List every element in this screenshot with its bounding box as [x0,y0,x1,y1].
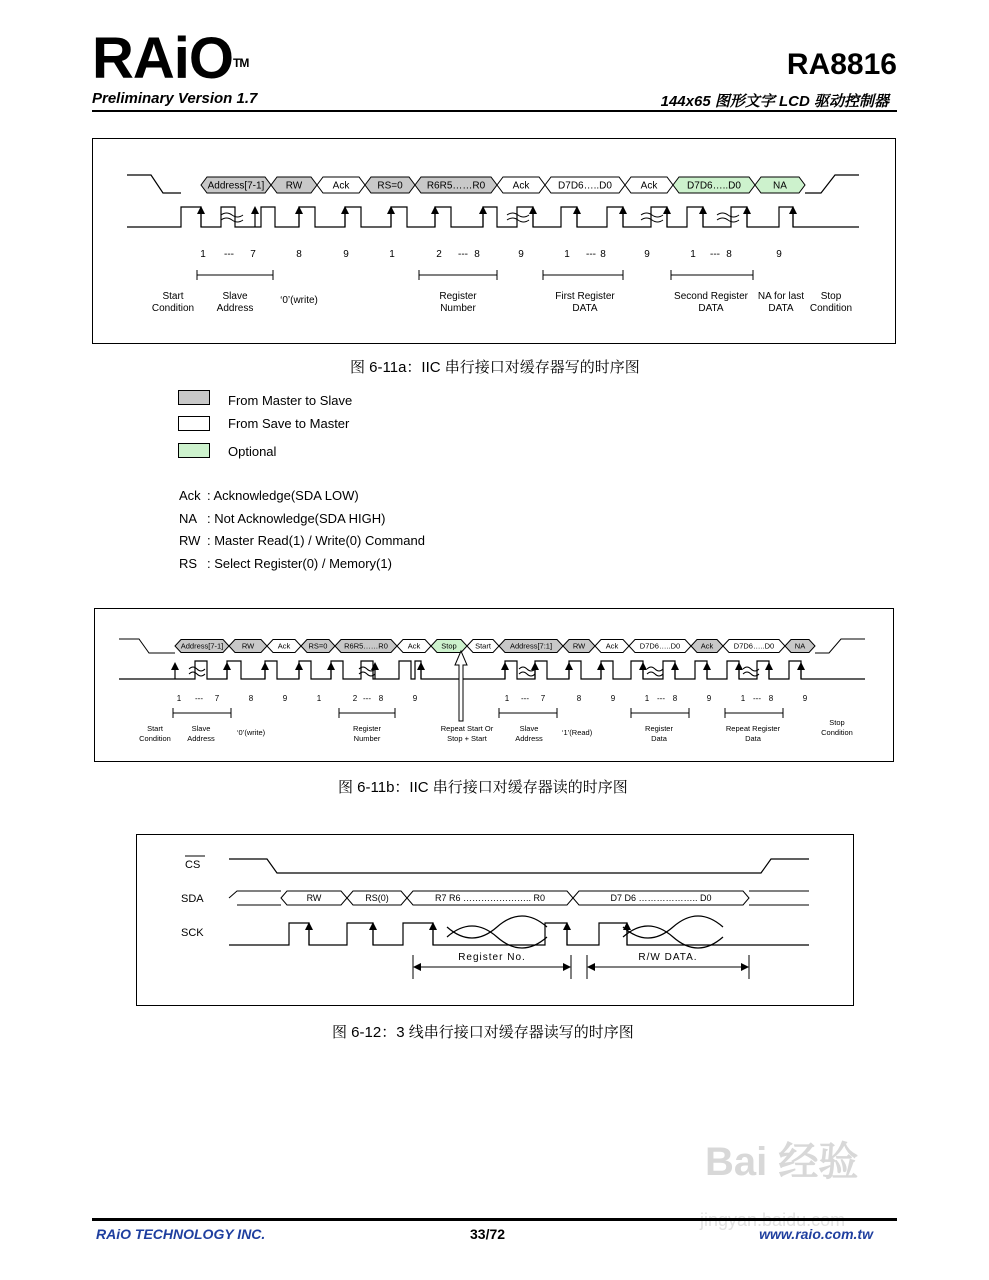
raio-logo [92,26,249,91]
clock-arrow-head [703,662,711,670]
clock-number: --- [458,249,468,260]
header-rule [92,110,897,112]
clock-number: 9 [644,249,650,260]
footer-url: www.raio.com.tw [759,1226,873,1242]
clock-skip-a [717,213,739,217]
label-regdata: Register [645,724,673,733]
sda-idle-end [749,891,809,905]
clock-number: 8 [248,694,254,703]
sda-start-slope [127,175,181,193]
legend-master-swatch [178,390,210,405]
sda-start-slope [119,639,175,653]
clock-skip-a [189,667,205,671]
abbr-key: RS [179,555,198,571]
clock-arrow-head [531,662,539,670]
abbr-key: RW [179,533,201,548]
clock-arrow-head [639,662,647,670]
abbr-row [179,508,425,531]
figure-11b-diagram [95,609,893,761]
clock-number: 1 [389,249,395,260]
clock-number: 9 [610,694,616,703]
clock-number: 8 [474,249,480,260]
clock-number: 9 [343,249,349,260]
figure-12-caption: 图 6-12：3 线串行接口对缓存器读写的时序图 [332,1024,634,1041]
clock-number: --- [195,694,203,703]
clock-arrow-head [417,662,425,670]
sda-cell-label: RS=0 [377,180,403,192]
cs-line [229,859,809,873]
legend-optional-swatch [178,443,210,458]
label-slave2: Address [515,734,543,743]
sda-stop-slope [815,639,865,653]
clock-number: 9 [282,694,288,703]
sda-cell-label: D7D6…..D0 [733,641,775,651]
signal-sck: SCK [181,927,204,939]
model-number: RA8816 [786,48,897,81]
label-slave: Slave [222,291,248,302]
label-write: ‘0’(write) [236,728,266,737]
clock-number: 9 [412,694,418,703]
clock-arrow-head [735,662,743,670]
sda-cell-label: Start [475,641,491,651]
clock-number: --- [753,694,761,703]
label-stop: Stop [829,718,845,727]
label-start: Condition [151,303,195,314]
label-na: DATA [768,303,794,314]
abbr-key: Ack [179,488,201,503]
clock-number: 7 [250,249,256,260]
label-regdata: Data [651,734,667,743]
clock-number: --- [710,249,720,260]
legend-slave-swatch [178,416,210,431]
sda-cell-label: R6R5……R0 [344,641,388,651]
abbr-row [179,553,425,576]
label-repeatdata: Repeat Register [725,724,781,733]
register-span-arrow-l [413,963,421,971]
header-subtitle: 144x65 图形文字 LCD 驱动控制器 [660,93,889,110]
sda-cell-label: RW [572,641,586,651]
clock-arrow-head [671,662,679,670]
clock-number: 9 [802,694,808,703]
clock-number: 1 [176,694,182,703]
sda-cell-label: Ack [605,641,619,651]
sda-cell-label: Ack [407,641,421,651]
data-span-arrow-l [587,963,595,971]
clock-arrow-head [565,662,573,670]
clock-arrow-head [597,662,605,670]
clock-skip-a [641,213,663,217]
abbr-desc: : Not Acknowledge(SDA HIGH) [207,510,386,526]
clock-number: 7 [214,694,220,703]
version-label: Preliminary Version 1.7 [92,90,258,107]
register-span-label: Register No. [458,952,526,963]
clock-number: --- [363,694,371,703]
clock-skip-b [641,218,663,222]
label-slave2: Slave [519,724,539,733]
clock-number: 8 [378,694,384,703]
sda-cell-label: RW [306,893,322,904]
label-regnum: Number [353,734,381,743]
label-slave: Slave [191,724,211,733]
legend-optional-label: Optional [228,444,277,459]
sda-cell-label: RW [241,641,255,651]
sda-cell-label: RS(0) [365,893,389,904]
data-span-label: R/W DATA. [638,952,698,963]
sda-idle-top [229,891,281,898]
sda-cell-label: NA [773,180,787,192]
label-repeat: Stop + Start [447,734,487,743]
clock-number: --- [586,249,596,260]
label-write: ‘0’(write) [280,295,318,306]
footer-rule [92,1218,897,1221]
clock-number: 2 [436,249,442,260]
sda-cell-label: Address[7-1] [207,180,265,192]
clock-number: 1 [316,694,322,703]
data-span-arrow-r [741,963,749,971]
label-repeatdata: Data [745,734,761,743]
clock-number: --- [224,249,234,260]
signal-sda: SDA [181,893,204,905]
clock-number: 1 [200,249,206,260]
sda-cell-label: D7D6…..D0 [687,180,741,192]
clock-skip-b [507,218,529,222]
repeat-start-arrow [455,651,467,721]
clock-arrow-head [371,662,379,670]
label-start: Condition [139,734,171,743]
clock-number: 1 [564,249,570,260]
clock-number: 1 [504,694,510,703]
clock-number: 8 [296,249,302,260]
label-na: NA for last [757,291,805,302]
label-second: DATA [698,303,724,314]
clock-number: 1 [690,249,696,260]
clock-skip-b [189,672,205,676]
clock-number: 9 [706,694,712,703]
figure-11b [94,608,894,762]
label-stop: Stop [820,291,842,302]
clock-arrow-head [765,662,773,670]
clock-arrow-head [295,662,303,670]
abbr-desc: : Master Read(1) / Write(0) Command [207,533,425,548]
sda-cell-label: Ack [512,180,530,192]
label-regnum: Register [439,291,477,302]
sda-cell-label: Address[7-1] [180,641,224,651]
clock-skip-b [717,218,739,222]
clock-arrow-head [327,662,335,670]
watermark-brand: Bai 经验 [705,1140,859,1184]
sda-cell-label: Ack [332,180,350,192]
label-read: ‘1’(Read) [561,728,593,737]
sda-cell-label: RS=0 [308,641,328,651]
label-slave: Address [216,303,254,314]
label-slave: Address [187,734,215,743]
legend-slave-label: From Save to Master [228,416,350,431]
label-start: Start [147,724,163,733]
abbr-desc: : Select Register(0) / Memory(1) [207,555,392,571]
figure-11a [92,138,896,344]
sda-cell-label: R6R5……R0 [426,180,486,192]
sda-cell-label: Ack [700,641,714,651]
label-first: First Register [555,291,615,302]
figure-11a-diagram [93,139,895,343]
label-stop: Condition [809,303,853,314]
clock-skip-a [647,667,663,671]
label-regnum: Register [353,724,381,733]
sda-cell-label: RW [285,180,303,192]
sck-wave-d [623,916,723,938]
page-number: 33/72 [470,1226,506,1242]
sda-stop-slope [805,175,859,193]
clock-skip-b [647,672,663,676]
clock-arrow-head [261,662,269,670]
label-second: Second Register [674,291,748,302]
clock-number: 2 [352,694,358,703]
abbreviation-list [179,485,425,575]
sda-cell-label: R7 R6 ………………….. R0 [434,893,546,904]
abbr-key: NA [179,510,198,526]
sda-cell-label: Stop [441,641,457,651]
logo-text: RAiO [92,26,233,91]
sda-cell-label: NA [794,641,806,651]
clock-number: 8 [600,249,606,260]
sda-cell-label: D7 D6 ……………….. D0 [610,893,712,904]
label-stop: Condition [821,728,853,737]
footer-company: RAiO TECHNOLOGY INC. [96,1226,266,1242]
clock-number: --- [521,694,529,703]
clock-arrow-head [797,662,805,670]
figure-12 [136,834,854,1006]
clock-skip-b [221,218,243,222]
clock-number: 1 [740,694,746,703]
sda-cell-label: D7D6…..D0 [639,641,681,651]
sda-cell-label: Address[7:1] [509,641,553,651]
clock-number: --- [657,694,665,703]
clock-number: 8 [726,249,732,260]
clock-skip-a [221,213,243,217]
clock-number: 8 [768,694,774,703]
sda-cell-label: D7D6…..D0 [558,180,612,192]
label-first: DATA [572,303,598,314]
legend-master-label: From Master to Slave [228,393,353,408]
clock-number: 9 [518,249,524,260]
clock-skip-a [507,213,529,217]
clock-arrow-head [501,662,509,670]
sck-wave-b [447,916,547,938]
sda-cell-label: Ack [277,641,291,651]
label-start: Start [162,291,184,302]
label-regnum: Number [440,303,476,314]
clock-skip-b [519,672,535,676]
abbr-row [179,530,425,553]
clock-number: 1 [644,694,650,703]
abbr-row [179,485,425,508]
label-repeat: Repeat Start Or [440,724,494,733]
clock-arrow-head [251,206,259,214]
logo-tm: TM [233,56,249,70]
clock-arrow-head [223,662,231,670]
figure-11a-caption: 图 6-11a：IIC 串行接口对缓存器写的时序图 [350,359,640,376]
signal-cs: CS [185,859,201,871]
abbr-desc: : Acknowledge(SDA LOW) [207,488,359,503]
register-span-arrow-r [563,963,571,971]
sda-cell-label: Ack [640,180,658,192]
figure-11b-caption: 图 6-11b：IIC 串行接口对缓存器读的时序图 [338,779,628,796]
clock-number: 9 [776,249,782,260]
clock-number: 8 [576,694,582,703]
clock-number: 7 [540,694,546,703]
figure-12-diagram [137,835,853,1005]
clock-number: 8 [672,694,678,703]
clock-arrow-head [171,662,179,670]
